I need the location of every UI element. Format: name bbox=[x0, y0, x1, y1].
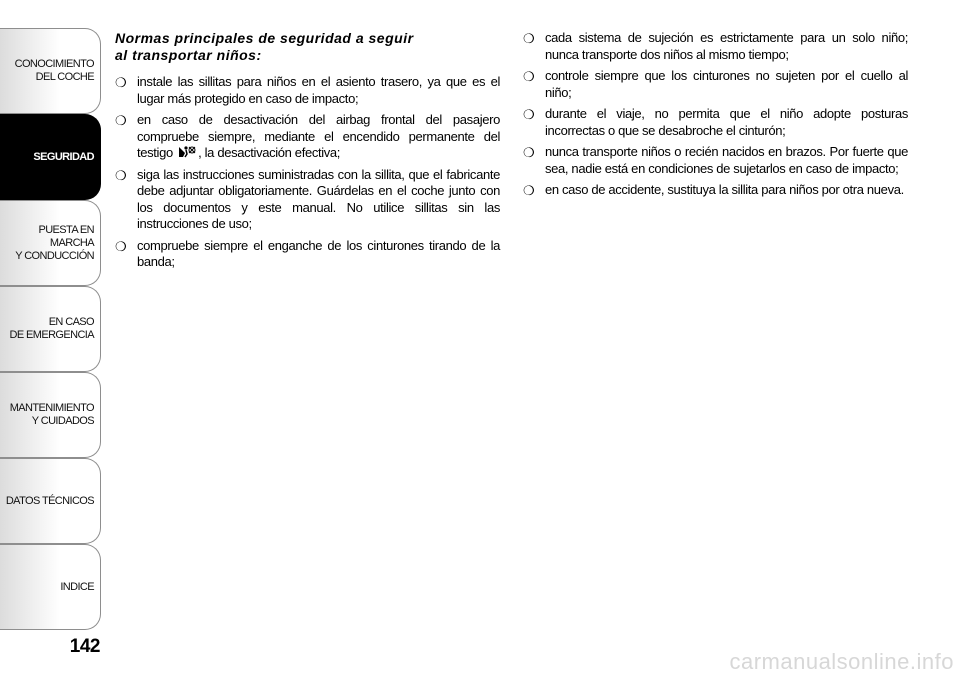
tab-indice[interactable]: INDICE bbox=[0, 544, 101, 630]
tab-conocimiento-del-coche[interactable]: CONOCIMIENTO DEL COCHE bbox=[0, 28, 101, 114]
right-bullet-list bbox=[523, 30, 908, 199]
list-item bbox=[115, 238, 500, 271]
list-item-text: compruebe siempre el enganche de los cinturones tirando de la banda; bbox=[137, 237, 500, 269]
bullet-icon: ❍ bbox=[523, 69, 535, 84]
bullet-icon: ❍ bbox=[115, 113, 127, 128]
heading-line-2: al transportar niños: bbox=[115, 47, 262, 63]
section-heading bbox=[115, 30, 500, 64]
watermark: carmanualsonline.info bbox=[729, 649, 954, 674]
bullet-icon: ❍ bbox=[115, 238, 127, 254]
list-item-text: en caso de accidente, sustituya la sillita para niños por otra nueva. bbox=[545, 182, 904, 197]
list-item bbox=[523, 106, 908, 139]
list-item-text: nunca transporte niños o recién nacidos en brazos. Por fuerte que sea, nadie está en condiciones de sujetarlos en caso de impacto; bbox=[545, 144, 908, 176]
list-item-text-before-icon: en caso de desactivación del airbag frontal del pasajero compruebe siempre, mediante el encendido permanente del testigo bbox=[137, 112, 500, 160]
bullet-icon: ❍ bbox=[523, 31, 535, 46]
bullet-icon: ❍ bbox=[115, 167, 127, 183]
list-item bbox=[523, 144, 908, 177]
left-bullet-list bbox=[115, 74, 500, 271]
list-item bbox=[115, 74, 500, 107]
tab-en-caso-de-emergencia[interactable]: EN CASO DE EMERGENCIA bbox=[0, 286, 101, 372]
list-item-text: cada sistema de sujeción es estrictamente para un solo niño; nunca transporte dos niños al mismo tiempo; bbox=[545, 30, 908, 62]
bullet-icon: ❍ bbox=[523, 107, 535, 122]
tab-mantenimiento[interactable]: MANTENIMIENTO Y CUIDADOS bbox=[0, 372, 101, 458]
tab-datos-tecnicos[interactable]: DATOS TÉCNICOS bbox=[0, 458, 101, 544]
list-item bbox=[523, 30, 908, 63]
right-column bbox=[523, 30, 908, 204]
left-column bbox=[115, 30, 500, 276]
list-item bbox=[115, 167, 500, 233]
tab-seguridad[interactable]: SEGURIDAD bbox=[0, 114, 101, 200]
list-item-text: durante el viaje, no permita que el niño adopte posturas incorrectas o que se desabroche el cinturón; bbox=[545, 106, 908, 138]
list-item-text-after-icon: , la desactivación efectiva; bbox=[198, 145, 341, 160]
list-item-text: siga las instrucciones suministradas con la sillita, que el fabricante debe adjuntar obligatoriamente. Guárdelas en el coche junto con los documentos y este manual. No utilice sillitas sin las instrucciones de uso; bbox=[137, 166, 500, 231]
list-item bbox=[523, 182, 908, 199]
airbag-off-icon bbox=[177, 145, 197, 158]
list-item-text: controle siempre que los cinturones no sujeten por el cuello al niño; bbox=[545, 68, 908, 100]
list-item bbox=[115, 112, 500, 162]
heading-line-1: Normas principales de seguridad a seguir bbox=[115, 30, 414, 46]
bullet-icon: ❍ bbox=[115, 75, 127, 90]
list-item-text: instale las sillitas para niños en el asiento trasero, ya que es el lugar más protegido en caso de impacto; bbox=[137, 74, 500, 106]
list-item bbox=[523, 68, 908, 101]
bullet-icon: ❍ bbox=[523, 145, 535, 160]
page-number: 142 bbox=[69, 636, 100, 657]
bullet-icon: ❍ bbox=[523, 183, 535, 198]
tab-puesta-en-marcha[interactable]: PUESTA EN MARCHA Y CONDUCCIÓN bbox=[0, 200, 101, 286]
